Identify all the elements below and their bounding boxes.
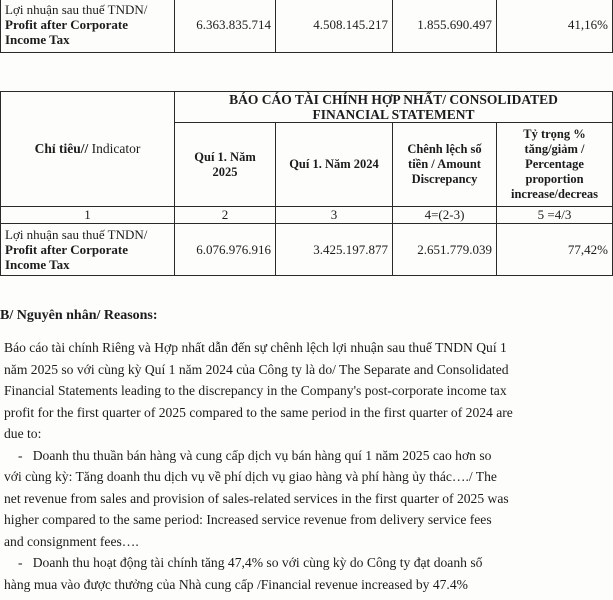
table-title-row <box>1 92 613 123</box>
label-vi: Lợi nhuận sau thuế TNDN/ <box>5 227 148 242</box>
value-q1-2024: 4.508.145.217 <box>276 0 393 53</box>
bullet-line: - Doanh thu hoạt động tài chính tăng 47,4% so với cùng kỳ do Công ty đạt doanh số <box>18 555 483 570</box>
consolidated-financial-table <box>0 91 613 276</box>
col-pct-line-4: proportion <box>525 172 584 186</box>
value-q1-2025: 6.076.976.916 <box>175 224 276 276</box>
col-q1-2025-line-1: Quí 1. Năm <box>194 149 256 164</box>
paragraph-line: profit for the first quarter of 2025 compared to the same period in the first quarter of 2024 are <box>4 404 513 420</box>
index-cell: 4=(2-3) <box>393 207 497 224</box>
paragraph-line: với cùng kỳ: Tăng doanh thu dịch vụ về phí dịch vụ giao hàng và phí hàng ủy thác…./ The <box>4 469 497 484</box>
paragraph-line: năm 2025 so với cùng kỳ Quí 1 năm 2024 của Công ty là do/ The Separate and Consolidated <box>4 361 509 377</box>
col-header-difference <box>393 123 497 207</box>
separate-financial-table <box>0 0 613 53</box>
paragraph-line: Báo cáo tài chính Riêng và Hợp nhất dẫn đến sự chênh lệch lợi nhuận sau thuế TNDN Quí 1 <box>4 340 507 355</box>
paragraph-line: higher compared to the same period: Increased service revenue from delivery service fees <box>4 512 492 527</box>
index-cell: 3 <box>276 207 393 224</box>
value-q1-2024: 3.425.197.877 <box>276 224 393 276</box>
index-cell: 5 =4/3 <box>497 207 613 224</box>
bullet-line: - Doanh thu thuần bán hàng và cung cấp dịch vụ bán hàng quí 1 năm 2025 cao hơn so <box>18 447 492 463</box>
col-pct-line-3: Percentage <box>525 157 584 171</box>
col-q1-2025-line-2: 2025 <box>212 164 238 179</box>
table-title-line-2: FINANCIAL STATEMENT <box>312 107 475 122</box>
label-en-1: Profit after Corporate <box>5 242 128 257</box>
indicator-en: Indicator <box>88 141 141 156</box>
table-row <box>1 0 613 53</box>
value-difference: 1.855.690.497 <box>393 0 497 53</box>
col-header-q1-2024: Quí 1. Năm 2024 <box>276 123 393 207</box>
index-cell: 2 <box>175 207 276 224</box>
label-en-2: Income Tax <box>5 257 70 272</box>
table-row <box>1 224 613 276</box>
row-label <box>1 224 175 276</box>
col-header-percent <box>497 123 613 207</box>
col-diff-line-3: Discrepancy <box>411 172 478 186</box>
index-row <box>1 207 613 224</box>
col-pct-line-2: tăng/giảm / <box>524 142 585 156</box>
reasons-body <box>4 337 600 595</box>
section-heading: B/ Nguyên nhân/ Reasons: <box>0 308 158 323</box>
table-title <box>175 92 613 123</box>
indicator-header <box>1 92 175 207</box>
label-vi: Lợi nhuận sau thuế TNDN/ <box>5 2 148 17</box>
paragraph-line: and consignment fees…. <box>4 533 139 549</box>
label-en-2: Income Tax <box>5 32 70 47</box>
col-pct-line-1: Tỷ trọng % <box>523 127 586 141</box>
table-title-line-1: BÁO CÁO TÀI CHÍNH HỢP NHẤT/ CONSOLIDATED <box>229 92 558 107</box>
value-percent: 77,42% <box>497 224 613 276</box>
col-pct-line-5: increase/decreas <box>510 187 598 201</box>
col-diff-line-2: tiền / Amount <box>408 157 481 171</box>
index-cell: 1 <box>1 207 175 224</box>
col-diff-line-1: Chênh lệch số <box>407 142 482 156</box>
paragraph-line: due to: <box>4 426 42 441</box>
row-label <box>1 0 175 53</box>
indicator-vi: Chỉ tiêu// <box>34 141 89 156</box>
value-percent: 41,16% <box>497 0 613 53</box>
col-header-q1-2025 <box>175 123 276 207</box>
value-q1-2025: 6.363.835.714 <box>175 0 276 53</box>
label-en-1: Profit after Corporate <box>5 17 128 32</box>
paragraph-line: net revenue from sales and provision of sales-related services in the first quarter of 2025 was <box>4 490 509 506</box>
paragraph-line: Financial Statements leading to the discrepancy in the Company's post-corporate income tax <box>4 383 507 398</box>
paragraph-line: hàng mua vào được thưởng của Nhà cung cấp /Financial revenue increased by 47.4% <box>4 576 468 592</box>
value-difference: 2.651.779.039 <box>393 224 497 276</box>
